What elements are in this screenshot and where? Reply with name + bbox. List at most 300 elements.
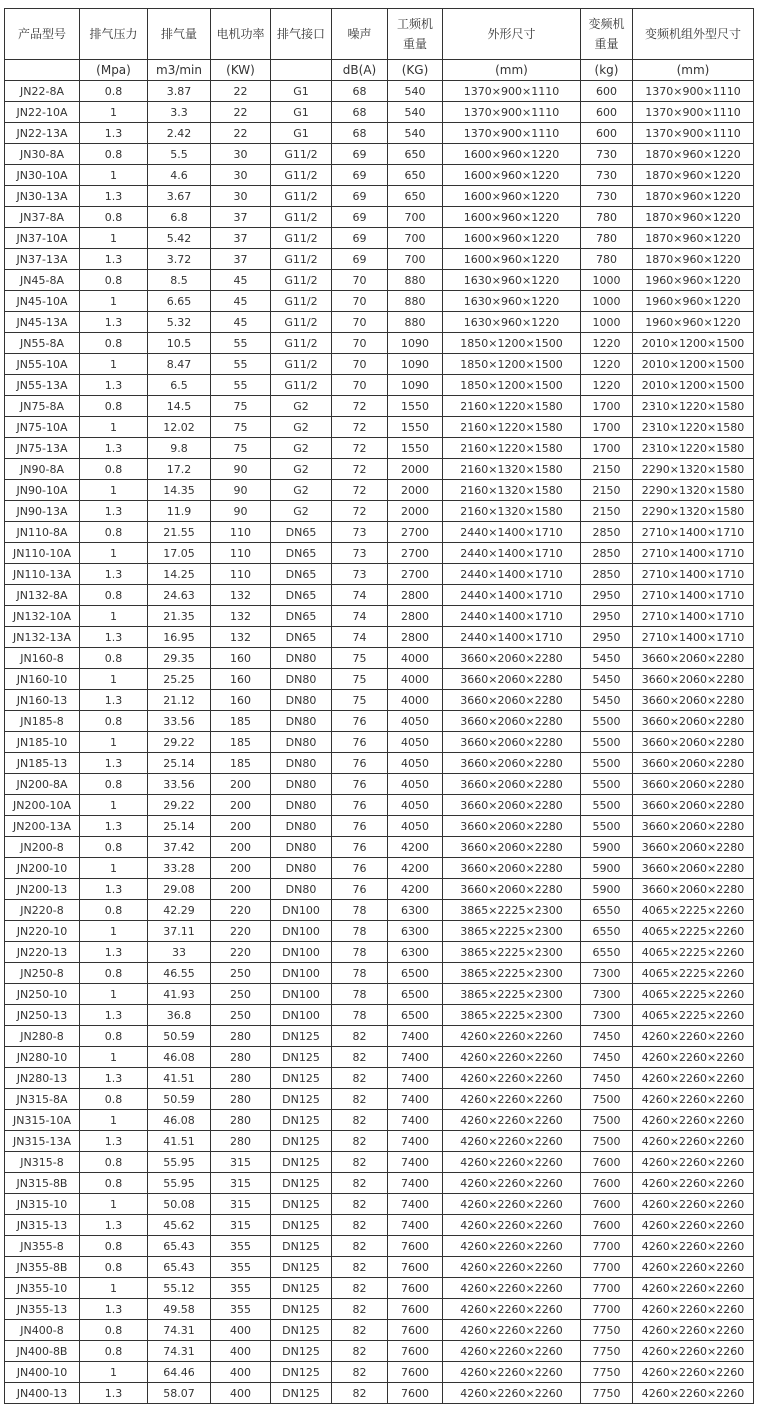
cell-outlet: DN100	[271, 900, 332, 921]
cell-model: JN45-13A	[5, 312, 80, 333]
table-row	[5, 1068, 754, 1089]
cell-pressure: 1	[80, 165, 148, 186]
cell-air-flow: 46.08	[148, 1047, 211, 1068]
table-row	[5, 627, 754, 648]
cell-outlet: DN80	[271, 732, 332, 753]
cell-motor-power: 200	[211, 837, 271, 858]
cell-weight-fixed: 7400	[388, 1047, 443, 1068]
cell-weight-fixed: 4050	[388, 816, 443, 837]
cell-pressure: 0.8	[80, 1257, 148, 1278]
cell-dimensions: 3660×2060×2280	[443, 816, 581, 837]
unit-cell	[5, 60, 80, 81]
table-row	[5, 606, 754, 627]
cell-vfd-dimensions: 3660×2060×2280	[633, 711, 754, 732]
table-row	[5, 1320, 754, 1341]
cell-weight-fixed: 650	[388, 144, 443, 165]
cell-air-flow: 12.02	[148, 417, 211, 438]
cell-model: JN355-8B	[5, 1257, 80, 1278]
cell-motor-power: 400	[211, 1362, 271, 1383]
cell-outlet: G2	[271, 480, 332, 501]
cell-dimensions: 1850×1200×1500	[443, 354, 581, 375]
cell-air-flow: 29.08	[148, 879, 211, 900]
cell-weight-fixed: 7600	[388, 1257, 443, 1278]
cell-dimensions: 3660×2060×2280	[443, 690, 581, 711]
cell-model: JN250-8	[5, 963, 80, 984]
cell-model: JN220-10	[5, 921, 80, 942]
cell-outlet: G11/2	[271, 333, 332, 354]
cell-vfd-dimensions: 4260×2260×2260	[633, 1110, 754, 1131]
unit-row	[5, 60, 754, 81]
cell-weight-vfd: 2850	[581, 564, 633, 585]
cell-outlet: G2	[271, 501, 332, 522]
cell-vfd-dimensions: 1960×960×1220	[633, 312, 754, 333]
cell-air-flow: 50.59	[148, 1089, 211, 1110]
cell-weight-vfd: 7450	[581, 1068, 633, 1089]
cell-weight-fixed: 1550	[388, 417, 443, 438]
cell-noise: 72	[332, 501, 388, 522]
cell-noise: 82	[332, 1320, 388, 1341]
cell-pressure: 1	[80, 1194, 148, 1215]
cell-dimensions: 3865×2225×2300	[443, 963, 581, 984]
cell-weight-fixed: 2800	[388, 606, 443, 627]
cell-weight-vfd: 7750	[581, 1383, 633, 1404]
header-weight-vfd-line1: 变频机	[588, 17, 625, 31]
table-row	[5, 669, 754, 690]
cell-dimensions: 2160×1220×1580	[443, 417, 581, 438]
cell-model: JN110-13A	[5, 564, 80, 585]
spec-table	[4, 8, 754, 1404]
cell-motor-power: 315	[211, 1152, 271, 1173]
cell-dimensions: 1600×960×1220	[443, 249, 581, 270]
cell-pressure: 1.3	[80, 564, 148, 585]
cell-weight-vfd: 7750	[581, 1362, 633, 1383]
cell-noise: 68	[332, 102, 388, 123]
cell-air-flow: 45.62	[148, 1215, 211, 1236]
cell-vfd-dimensions: 4260×2260×2260	[633, 1383, 754, 1404]
cell-pressure: 0.8	[80, 207, 148, 228]
cell-dimensions: 1630×960×1220	[443, 312, 581, 333]
cell-motor-power: 200	[211, 816, 271, 837]
header-vfd-dimensions: 变频机组外型尺寸	[633, 9, 754, 60]
table-row	[5, 1236, 754, 1257]
cell-weight-vfd: 5900	[581, 837, 633, 858]
cell-weight-fixed: 4200	[388, 837, 443, 858]
cell-air-flow: 24.63	[148, 585, 211, 606]
cell-motor-power: 400	[211, 1341, 271, 1362]
cell-vfd-dimensions: 1370×900×1110	[633, 102, 754, 123]
cell-vfd-dimensions: 2010×1200×1500	[633, 354, 754, 375]
cell-weight-fixed: 7400	[388, 1110, 443, 1131]
cell-weight-fixed: 4050	[388, 753, 443, 774]
cell-air-flow: 14.35	[148, 480, 211, 501]
cell-motor-power: 200	[211, 858, 271, 879]
cell-dimensions: 4260×2260×2260	[443, 1173, 581, 1194]
cell-motor-power: 90	[211, 459, 271, 480]
cell-vfd-dimensions: 4260×2260×2260	[633, 1215, 754, 1236]
table-row	[5, 942, 754, 963]
cell-weight-fixed: 7600	[388, 1383, 443, 1404]
cell-noise: 82	[332, 1299, 388, 1320]
cell-dimensions: 4260×2260×2260	[443, 1068, 581, 1089]
cell-motor-power: 355	[211, 1236, 271, 1257]
table-row	[5, 795, 754, 816]
table-row	[5, 690, 754, 711]
cell-motor-power: 200	[211, 879, 271, 900]
cell-noise: 82	[332, 1278, 388, 1299]
cell-pressure: 0.8	[80, 837, 148, 858]
table-row	[5, 711, 754, 732]
cell-weight-fixed: 7400	[388, 1089, 443, 1110]
cell-outlet: G11/2	[271, 291, 332, 312]
cell-vfd-dimensions: 4065×2225×2260	[633, 921, 754, 942]
cell-motor-power: 22	[211, 102, 271, 123]
cell-pressure: 1	[80, 732, 148, 753]
cell-noise: 82	[332, 1215, 388, 1236]
cell-weight-vfd: 780	[581, 228, 633, 249]
cell-outlet: G2	[271, 417, 332, 438]
cell-vfd-dimensions: 2010×1200×1500	[633, 333, 754, 354]
cell-model: JN90-8A	[5, 459, 80, 480]
cell-model: JN75-8A	[5, 396, 80, 417]
cell-model: JN280-13	[5, 1068, 80, 1089]
cell-weight-vfd: 730	[581, 144, 633, 165]
cell-motor-power: 315	[211, 1173, 271, 1194]
cell-weight-fixed: 700	[388, 207, 443, 228]
cell-outlet: DN80	[271, 648, 332, 669]
cell-motor-power: 160	[211, 690, 271, 711]
cell-model: JN30-13A	[5, 186, 80, 207]
cell-vfd-dimensions: 4260×2260×2260	[633, 1089, 754, 1110]
cell-weight-vfd: 7450	[581, 1026, 633, 1047]
table-row	[5, 417, 754, 438]
header-weight-fixed-line2: 重量	[402, 37, 427, 51]
cell-noise: 76	[332, 732, 388, 753]
cell-model: JN280-8	[5, 1026, 80, 1047]
cell-air-flow: 65.43	[148, 1236, 211, 1257]
cell-pressure: 0.8	[80, 1236, 148, 1257]
cell-outlet: DN65	[271, 564, 332, 585]
cell-vfd-dimensions: 3660×2060×2280	[633, 858, 754, 879]
cell-weight-fixed: 4200	[388, 879, 443, 900]
cell-vfd-dimensions: 1870×960×1220	[633, 186, 754, 207]
cell-outlet: DN100	[271, 921, 332, 942]
cell-dimensions: 1850×1200×1500	[443, 375, 581, 396]
table-row	[5, 1194, 754, 1215]
cell-dimensions: 4260×2260×2260	[443, 1383, 581, 1404]
cell-dimensions: 2440×1400×1710	[443, 585, 581, 606]
table-row	[5, 921, 754, 942]
cell-vfd-dimensions: 3660×2060×2280	[633, 669, 754, 690]
cell-outlet: DN125	[271, 1047, 332, 1068]
cell-air-flow: 8.47	[148, 354, 211, 375]
cell-vfd-dimensions: 2290×1320×1580	[633, 480, 754, 501]
cell-dimensions: 4260×2260×2260	[443, 1047, 581, 1068]
cell-model: JN185-8	[5, 711, 80, 732]
cell-dimensions: 4260×2260×2260	[443, 1299, 581, 1320]
cell-weight-fixed: 7600	[388, 1299, 443, 1320]
cell-dimensions: 1370×900×1110	[443, 123, 581, 144]
cell-model: JN160-10	[5, 669, 80, 690]
cell-noise: 75	[332, 648, 388, 669]
cell-outlet: G11/2	[271, 228, 332, 249]
cell-pressure: 1.3	[80, 753, 148, 774]
cell-noise: 73	[332, 564, 388, 585]
cell-motor-power: 55	[211, 333, 271, 354]
cell-outlet: G1	[271, 81, 332, 102]
cell-air-flow: 29.22	[148, 732, 211, 753]
cell-vfd-dimensions: 3660×2060×2280	[633, 774, 754, 795]
cell-pressure: 0.8	[80, 1341, 148, 1362]
cell-air-flow: 49.58	[148, 1299, 211, 1320]
cell-air-flow: 2.42	[148, 123, 211, 144]
cell-outlet: G2	[271, 396, 332, 417]
table-row	[5, 501, 754, 522]
cell-weight-fixed: 6300	[388, 942, 443, 963]
cell-pressure: 1	[80, 543, 148, 564]
cell-motor-power: 110	[211, 522, 271, 543]
cell-motor-power: 75	[211, 417, 271, 438]
cell-dimensions: 4260×2260×2260	[443, 1089, 581, 1110]
cell-air-flow: 42.29	[148, 900, 211, 921]
table-row	[5, 1152, 754, 1173]
unit-cell: (mm)	[443, 60, 581, 81]
cell-weight-vfd: 600	[581, 123, 633, 144]
cell-pressure: 0.8	[80, 1026, 148, 1047]
cell-weight-fixed: 7400	[388, 1194, 443, 1215]
cell-dimensions: 1370×900×1110	[443, 81, 581, 102]
cell-model: JN315-8B	[5, 1173, 80, 1194]
cell-noise: 73	[332, 522, 388, 543]
cell-model: JN315-10A	[5, 1110, 80, 1131]
cell-outlet: DN125	[271, 1362, 332, 1383]
cell-model: JN30-8A	[5, 144, 80, 165]
cell-weight-vfd: 1000	[581, 270, 633, 291]
table-row	[5, 396, 754, 417]
cell-vfd-dimensions: 4260×2260×2260	[633, 1131, 754, 1152]
cell-vfd-dimensions: 2310×1220×1580	[633, 417, 754, 438]
cell-motor-power: 185	[211, 753, 271, 774]
cell-vfd-dimensions: 2710×1400×1710	[633, 564, 754, 585]
cell-pressure: 1	[80, 102, 148, 123]
cell-motor-power: 110	[211, 543, 271, 564]
header-weight-fixed	[388, 9, 443, 60]
cell-weight-fixed: 1090	[388, 375, 443, 396]
cell-weight-fixed: 700	[388, 228, 443, 249]
cell-model: JN55-13A	[5, 375, 80, 396]
cell-vfd-dimensions: 4260×2260×2260	[633, 1278, 754, 1299]
cell-motor-power: 22	[211, 81, 271, 102]
cell-vfd-dimensions: 4065×2225×2260	[633, 1005, 754, 1026]
table-row	[5, 1131, 754, 1152]
cell-model: JN132-10A	[5, 606, 80, 627]
cell-air-flow: 41.51	[148, 1068, 211, 1089]
cell-air-flow: 41.51	[148, 1131, 211, 1152]
cell-dimensions: 2160×1320×1580	[443, 459, 581, 480]
cell-weight-fixed: 2000	[388, 480, 443, 501]
cell-motor-power: 45	[211, 270, 271, 291]
cell-noise: 76	[332, 816, 388, 837]
cell-pressure: 0.8	[80, 648, 148, 669]
cell-noise: 73	[332, 543, 388, 564]
header-outlet: 排气接口	[271, 9, 332, 60]
cell-motor-power: 37	[211, 207, 271, 228]
cell-noise: 82	[332, 1131, 388, 1152]
cell-weight-fixed: 2700	[388, 564, 443, 585]
cell-air-flow: 64.46	[148, 1362, 211, 1383]
table-row	[5, 879, 754, 900]
cell-air-flow: 3.3	[148, 102, 211, 123]
cell-motor-power: 315	[211, 1215, 271, 1236]
cell-vfd-dimensions: 3660×2060×2280	[633, 795, 754, 816]
cell-model: JN90-13A	[5, 501, 80, 522]
cell-vfd-dimensions: 2710×1400×1710	[633, 585, 754, 606]
table-row	[5, 753, 754, 774]
cell-outlet: DN80	[271, 816, 332, 837]
cell-weight-fixed: 7600	[388, 1278, 443, 1299]
cell-dimensions: 3660×2060×2280	[443, 879, 581, 900]
cell-outlet: DN80	[271, 858, 332, 879]
cell-air-flow: 29.22	[148, 795, 211, 816]
cell-weight-vfd: 2150	[581, 501, 633, 522]
cell-noise: 82	[332, 1341, 388, 1362]
cell-air-flow: 6.65	[148, 291, 211, 312]
cell-outlet: DN125	[271, 1089, 332, 1110]
cell-weight-vfd: 7600	[581, 1215, 633, 1236]
cell-weight-vfd: 2950	[581, 627, 633, 648]
cell-motor-power: 37	[211, 249, 271, 270]
cell-model: JN132-8A	[5, 585, 80, 606]
cell-weight-vfd: 2150	[581, 480, 633, 501]
cell-motor-power: 200	[211, 795, 271, 816]
cell-dimensions: 3660×2060×2280	[443, 753, 581, 774]
cell-motor-power: 250	[211, 984, 271, 1005]
cell-outlet: DN80	[271, 879, 332, 900]
cell-air-flow: 8.5	[148, 270, 211, 291]
cell-vfd-dimensions: 4260×2260×2260	[633, 1194, 754, 1215]
cell-noise: 70	[332, 375, 388, 396]
header-noise: 噪声	[332, 9, 388, 60]
cell-outlet: DN80	[271, 690, 332, 711]
cell-dimensions: 4260×2260×2260	[443, 1236, 581, 1257]
cell-dimensions: 2440×1400×1710	[443, 522, 581, 543]
cell-pressure: 1	[80, 291, 148, 312]
cell-motor-power: 37	[211, 228, 271, 249]
cell-model: JN90-10A	[5, 480, 80, 501]
cell-noise: 74	[332, 627, 388, 648]
cell-air-flow: 33.56	[148, 711, 211, 732]
cell-noise: 82	[332, 1152, 388, 1173]
cell-noise: 82	[332, 1068, 388, 1089]
cell-dimensions: 3660×2060×2280	[443, 669, 581, 690]
cell-pressure: 1	[80, 480, 148, 501]
cell-model: JN75-13A	[5, 438, 80, 459]
cell-noise: 68	[332, 81, 388, 102]
cell-motor-power: 185	[211, 711, 271, 732]
cell-outlet: DN125	[271, 1068, 332, 1089]
cell-dimensions: 4260×2260×2260	[443, 1362, 581, 1383]
cell-model: JN200-13	[5, 879, 80, 900]
cell-pressure: 0.8	[80, 711, 148, 732]
table-row	[5, 963, 754, 984]
cell-pressure: 0.8	[80, 585, 148, 606]
cell-air-flow: 50.08	[148, 1194, 211, 1215]
cell-pressure: 0.8	[80, 81, 148, 102]
cell-weight-vfd: 5500	[581, 711, 633, 732]
cell-noise: 78	[332, 921, 388, 942]
cell-motor-power: 280	[211, 1026, 271, 1047]
cell-air-flow: 6.8	[148, 207, 211, 228]
cell-weight-fixed: 7400	[388, 1068, 443, 1089]
cell-dimensions: 3660×2060×2280	[443, 774, 581, 795]
cell-noise: 69	[332, 144, 388, 165]
table-row	[5, 1089, 754, 1110]
cell-noise: 78	[332, 942, 388, 963]
cell-noise: 78	[332, 900, 388, 921]
cell-weight-vfd: 7750	[581, 1341, 633, 1362]
cell-weight-fixed: 4050	[388, 795, 443, 816]
cell-weight-fixed: 7400	[388, 1026, 443, 1047]
cell-noise: 76	[332, 753, 388, 774]
cell-dimensions: 1630×960×1220	[443, 270, 581, 291]
cell-pressure: 1.3	[80, 942, 148, 963]
cell-motor-power: 355	[211, 1299, 271, 1320]
cell-model: JN250-13	[5, 1005, 80, 1026]
cell-motor-power: 90	[211, 480, 271, 501]
cell-weight-vfd: 5450	[581, 648, 633, 669]
cell-motor-power: 250	[211, 1005, 271, 1026]
unit-cell	[271, 60, 332, 81]
cell-model: JN315-8A	[5, 1089, 80, 1110]
cell-dimensions: 1850×1200×1500	[443, 333, 581, 354]
cell-noise: 72	[332, 480, 388, 501]
cell-noise: 82	[332, 1257, 388, 1278]
cell-weight-vfd: 5500	[581, 753, 633, 774]
cell-dimensions: 4260×2260×2260	[443, 1320, 581, 1341]
cell-weight-vfd: 1700	[581, 438, 633, 459]
cell-air-flow: 41.93	[148, 984, 211, 1005]
cell-outlet: G11/2	[271, 165, 332, 186]
cell-pressure: 0.8	[80, 963, 148, 984]
cell-dimensions: 4260×2260×2260	[443, 1257, 581, 1278]
cell-weight-vfd: 7300	[581, 1005, 633, 1026]
cell-noise: 76	[332, 795, 388, 816]
cell-motor-power: 30	[211, 186, 271, 207]
cell-dimensions: 4260×2260×2260	[443, 1278, 581, 1299]
cell-model: JN400-13	[5, 1383, 80, 1404]
unit-cell: (Mpa)	[80, 60, 148, 81]
cell-dimensions: 1600×960×1220	[443, 165, 581, 186]
cell-weight-fixed: 1550	[388, 396, 443, 417]
cell-weight-fixed: 6500	[388, 963, 443, 984]
cell-vfd-dimensions: 2310×1220×1580	[633, 396, 754, 417]
cell-air-flow: 37.11	[148, 921, 211, 942]
cell-weight-fixed: 4200	[388, 858, 443, 879]
cell-noise: 72	[332, 396, 388, 417]
table-row	[5, 354, 754, 375]
cell-weight-vfd: 7700	[581, 1236, 633, 1257]
cell-outlet: G11/2	[271, 186, 332, 207]
cell-dimensions: 1600×960×1220	[443, 228, 581, 249]
cell-weight-vfd: 2850	[581, 543, 633, 564]
cell-outlet: DN125	[271, 1152, 332, 1173]
cell-weight-vfd: 5450	[581, 669, 633, 690]
cell-vfd-dimensions: 3660×2060×2280	[633, 816, 754, 837]
cell-air-flow: 3.87	[148, 81, 211, 102]
cell-pressure: 1.3	[80, 312, 148, 333]
table-row	[5, 1005, 754, 1026]
cell-outlet: G2	[271, 459, 332, 480]
cell-outlet: G11/2	[271, 144, 332, 165]
